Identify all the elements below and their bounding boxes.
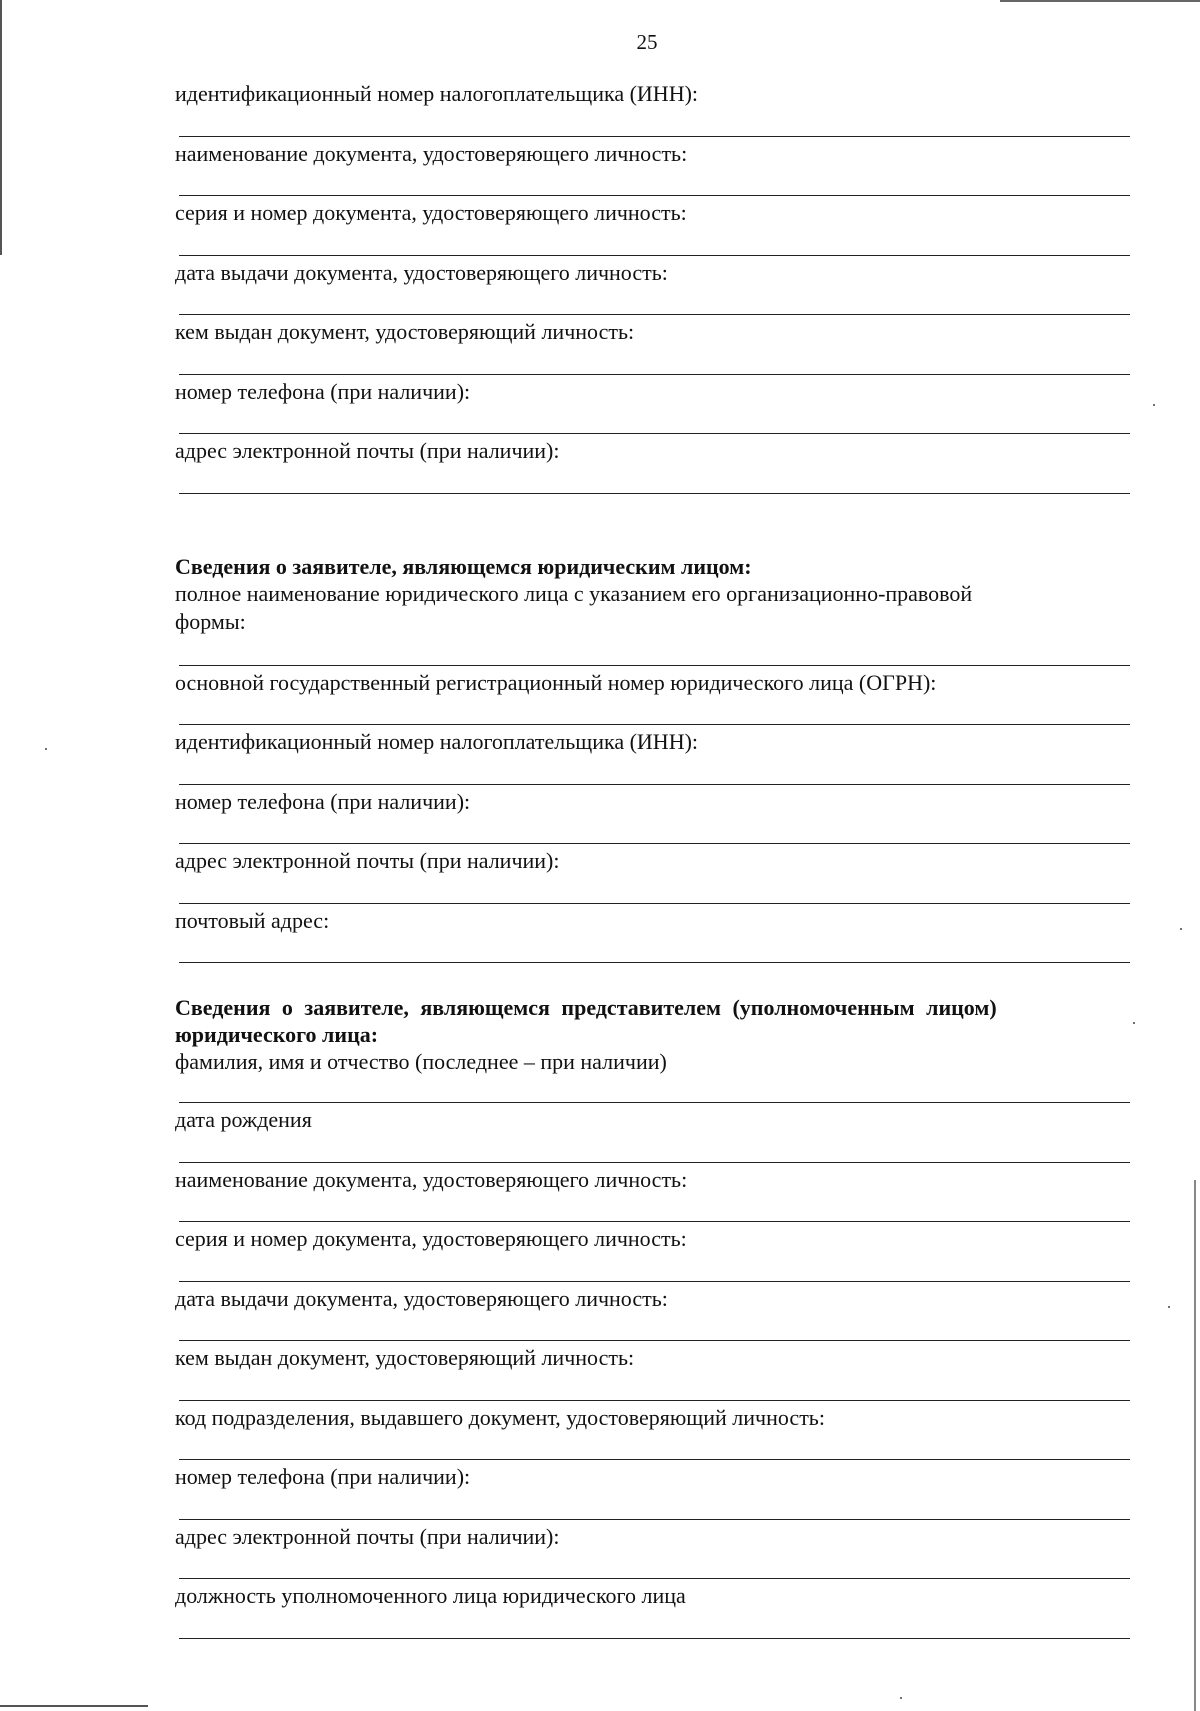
fill-in-line[interactable] [179,1102,1130,1103]
scan-edge-right [1194,1180,1196,1711]
fill-in-line[interactable] [179,784,1130,785]
fill-in-line[interactable] [179,1519,1130,1520]
section-heading-line2: юридического лица: [175,1022,379,1047]
fill-in-line[interactable] [179,962,1130,963]
section-gap [175,495,1130,553]
fill-in-line[interactable] [179,493,1130,494]
field-label: должность уполномоченного лица юридического лица [175,1583,686,1608]
form-field [175,376,1130,436]
field-label: адрес электронной почты (при наличии): [175,848,560,873]
form-field [175,1402,1130,1462]
field-label: код подразделения, выдавшего документ, удостоверяющий личность: [175,1404,825,1430]
representative-section [175,994,1130,1640]
field-label: дата рождения [175,1107,312,1132]
form-field [175,316,1130,376]
field-label: дата выдачи документа, удостоверяющего личность: [175,259,668,285]
fill-in-line[interactable] [179,843,1130,844]
field-label: серия и номер документа, удостоверяющего личность: [175,200,687,225]
fill-in-line[interactable] [179,1459,1130,1460]
fill-in-line[interactable] [179,433,1130,434]
fill-in-line[interactable] [179,1340,1130,1341]
scan-speck [45,748,47,750]
fill-in-line[interactable] [179,903,1130,904]
field-label: дата выдачи документа, удостоверяющего личность: [175,1285,668,1311]
form-field [175,1164,1130,1224]
field-label: фамилия, имя и отчество (последнее – при наличии) [175,1049,667,1074]
field-label: почтовый адрес: [175,907,330,933]
field-label: номер телефона (при наличии): [175,1464,471,1489]
fill-in-line[interactable] [179,1578,1130,1579]
fill-in-line[interactable] [179,1281,1130,1282]
form-field [175,667,1130,727]
scan-edge-bottom [0,1705,148,1707]
field-label: наименование документа, удостоверяющего личность: [175,1166,688,1192]
form-field [175,138,1130,198]
field-label: номер телефона (при наличии): [175,378,471,404]
form-field [175,1342,1130,1402]
field-label: серия и номер документа, удостоверяющего личность: [175,1226,687,1251]
fill-in-line[interactable] [179,665,1130,666]
form-field [175,726,1130,786]
form-field [175,1461,1130,1521]
fill-in-line[interactable] [179,1162,1130,1163]
form-field [175,78,1130,138]
fill-in-line[interactable] [179,1400,1130,1401]
field-label: наименование документа, удостоверяющего личность: [175,140,688,166]
field-label: идентификационный номер налогоплательщика (ИНН): [175,729,699,754]
fill-in-line[interactable] [179,374,1130,375]
form-field [175,197,1130,257]
form-field [175,845,1130,905]
legal-entity-section [175,553,1130,965]
field-label: адрес электронной почты (при наличии): [175,438,560,463]
form-field [175,905,1130,965]
scan-speck [1153,404,1155,406]
form-field [175,1521,1130,1581]
section-heading [175,994,1130,1021]
scan-speck [900,1697,902,1699]
form-field [175,1048,1130,1104]
field-label-continued: формы: [175,608,246,634]
form-field [175,1283,1130,1343]
section-gap [175,964,1130,994]
scan-speck [1133,1022,1135,1024]
scan-speck [1180,928,1182,930]
form-field [175,786,1130,846]
fill-in-line[interactable] [179,724,1130,725]
form-body [175,78,1130,1640]
field-label: полное наименование юридического лица с указанием его организационно-правовой [175,580,973,606]
fill-in-line[interactable] [179,255,1130,256]
form-field [175,1104,1130,1164]
field-label: кем выдан документ, удостоверяющий личность: [175,319,635,344]
individual-fields [175,78,1130,495]
scan-speck [1168,1306,1170,1308]
fill-in-line[interactable] [179,195,1130,196]
form-field [175,1580,1130,1640]
fill-in-line[interactable] [179,136,1130,137]
form-field [175,435,1130,495]
section-heading: Сведения о заявителе, являющемся юридическим лицом: [175,553,752,579]
scan-edge-top [1000,0,1200,2]
fill-in-line[interactable] [179,1221,1130,1222]
field-label: кем выдан документ, удостоверяющий личность: [175,1345,635,1370]
section-heading-line1: Сведения о заявителе, являющемся представителем (уполномоченным лицом) [175,995,997,1020]
fill-in-line[interactable] [179,1638,1130,1639]
field-label: адрес электронной почты (при наличии): [175,1523,560,1549]
form-field [175,1223,1130,1283]
fill-in-line[interactable] [179,314,1130,315]
field-label: идентификационный номер налогоплательщика (ИНН): [175,81,699,106]
field-label: номер телефона (при наличии): [175,788,471,814]
form-field [175,257,1130,317]
form-field [175,580,1130,667]
page-number: 25 [636,30,658,54]
field-label: основной государственный регистрационный номер юридического лица (ОГРН): [175,669,937,695]
